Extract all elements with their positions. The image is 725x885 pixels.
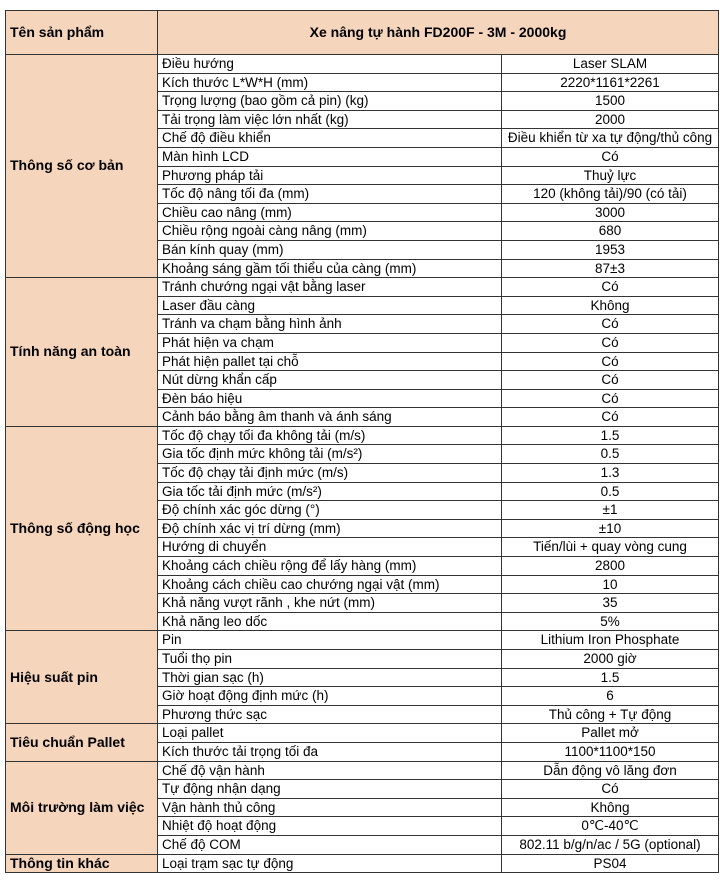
spec-value: 1100*1100*150: [502, 742, 719, 761]
spec-value: 1.5: [502, 426, 719, 445]
spec-value: 802.11 b/g/n/ac / 5G (optional): [502, 835, 719, 854]
spec-value: Thuỷ lực: [502, 166, 719, 185]
group-label: Thông số động học: [6, 426, 158, 631]
group-label: Tiêu chuẩn Pallet: [6, 724, 158, 761]
spec-parameter: Loại pallet: [158, 724, 502, 743]
spec-parameter: Chế độ COM: [158, 835, 502, 854]
spec-parameter: Tốc độ nâng tối đa (mm): [158, 185, 502, 204]
spec-parameter: Tránh chướng ngại vật bằng laser: [158, 278, 502, 297]
spec-parameter: Phát hiện va chạm: [158, 333, 502, 352]
spec-parameter: Chế độ vận hành: [158, 761, 502, 780]
spec-value: Có: [502, 147, 719, 166]
spec-value: 2000: [502, 110, 719, 129]
table-row: [6, 426, 719, 445]
spec-parameter: Kích thước tải trọng tối đa: [158, 742, 502, 761]
spec-value: Không: [502, 798, 719, 817]
spec-parameter: Nút dừng khẩn cấp: [158, 371, 502, 390]
spec-value: 1500: [502, 92, 719, 111]
spec-value: 6: [502, 687, 719, 706]
spec-value: 1953: [502, 240, 719, 259]
spec-table-body: [6, 11, 719, 873]
spec-value: Laser SLAM: [502, 55, 719, 74]
spec-parameter: Đèn báo hiệu: [158, 389, 502, 408]
spec-parameter: Loại trạm sạc tự động: [158, 854, 502, 873]
spec-value: Dẫn động vô lăng đơn: [502, 761, 719, 780]
spec-value: ±10: [502, 519, 719, 538]
spec-value: Có: [502, 352, 719, 371]
spec-parameter: Chiều cao nâng (mm): [158, 203, 502, 222]
group-label: Tính năng an toàn: [6, 278, 158, 427]
spec-value: 2800: [502, 557, 719, 576]
spec-value: Có: [502, 780, 719, 799]
product-name: Xe nâng tự hành FD200F - 3M - 2000kg: [158, 11, 719, 55]
spec-value: 0.5: [502, 482, 719, 501]
spec-parameter: Điều hướng: [158, 55, 502, 74]
spec-parameter: Chế độ điều khiển: [158, 129, 502, 148]
spec-value: PS04: [502, 854, 719, 873]
spec-value: 120 (không tải)/90 (có tải): [502, 185, 719, 204]
spec-value: Có: [502, 333, 719, 352]
spec-parameter: Phương thức sạc: [158, 705, 502, 724]
group-label: Môi trường làm việc: [6, 761, 158, 854]
table-row: [6, 854, 719, 873]
spec-value: 1.3: [502, 464, 719, 483]
group-label: Thông tin khác: [6, 854, 158, 873]
table-row: [6, 278, 719, 297]
spec-parameter: Tốc độ chạy tối đa không tải (m/s): [158, 426, 502, 445]
spec-value: Điều khiển từ xa tự động/thủ công: [502, 129, 719, 148]
spec-value: 2000 giờ: [502, 650, 719, 669]
spec-parameter: Vận hành thủ công: [158, 798, 502, 817]
spec-parameter: Tuổi thọ pin: [158, 650, 502, 669]
spec-value: 5%: [502, 612, 719, 631]
spec-value: 10: [502, 575, 719, 594]
spec-parameter: Khoảng cách chiều cao chướng ngại vật (mm): [158, 575, 502, 594]
spec-parameter: Hướng di chuyển: [158, 538, 502, 557]
spec-parameter: Kích thước L*W*H (mm): [158, 73, 502, 92]
spec-value: Có: [502, 278, 719, 297]
spec-parameter: Phát hiện pallet tại chỗ: [158, 352, 502, 371]
table-header-row: [6, 11, 719, 55]
spec-parameter: Tốc độ chạy tải định mức (m/s): [158, 464, 502, 483]
spec-parameter: Gia tốc tải định mức (m/s²): [158, 482, 502, 501]
product-name-label: Tên sản phẩm: [6, 11, 158, 55]
spec-parameter: Thời gian sạc (h): [158, 668, 502, 687]
spec-parameter: Pin: [158, 631, 502, 650]
spec-value: ±1: [502, 501, 719, 520]
spec-parameter: Tải trọng làm việc lớn nhất (kg): [158, 110, 502, 129]
spec-value: Thủ công + Tự động: [502, 705, 719, 724]
table-row: [6, 724, 719, 743]
spec-value: Tiến/lùi + quay vòng cung: [502, 538, 719, 557]
spec-parameter: Trọng lượng (bao gồm cả pin) (kg): [158, 92, 502, 111]
spec-value: 35: [502, 594, 719, 613]
spec-value: Pallet mở: [502, 724, 719, 743]
table-row: [6, 55, 719, 74]
spec-table: [5, 10, 719, 873]
spec-value: Không: [502, 296, 719, 315]
spec-value: Có: [502, 371, 719, 390]
spec-value: 1.5: [502, 668, 719, 687]
spec-parameter: Laser đầu càng: [158, 296, 502, 315]
spec-parameter: Cảnh báo bằng âm thanh và ánh sáng: [158, 408, 502, 427]
spec-parameter: Giờ hoạt động định mức (h): [158, 687, 502, 706]
spec-parameter: Tự động nhận dạng: [158, 780, 502, 799]
spec-parameter: Khoảng sáng gầm tối thiểu của càng (mm): [158, 259, 502, 278]
spec-parameter: Nhiệt độ hoạt động: [158, 817, 502, 836]
spec-parameter: Độ chính xác góc dừng (°): [158, 501, 502, 520]
spec-parameter: Màn hình LCD: [158, 147, 502, 166]
group-label: Thông số cơ bản: [6, 55, 158, 278]
spec-value: Có: [502, 408, 719, 427]
spec-value: 2220*1161*2261: [502, 73, 719, 92]
spec-value: 0℃-40℃: [502, 817, 719, 836]
spec-value: Có: [502, 389, 719, 408]
spec-parameter: Bán kính quay (mm): [158, 240, 502, 259]
table-row: [6, 631, 719, 650]
table-row: [6, 761, 719, 780]
spec-value: 3000: [502, 203, 719, 222]
spec-parameter: Khoảng cách chiều rộng để lấy hàng (mm): [158, 557, 502, 576]
spec-parameter: Độ chính xác vị trí dừng (mm): [158, 519, 502, 538]
spec-value: Có: [502, 315, 719, 334]
spec-parameter: Tránh va chạm bằng hình ảnh: [158, 315, 502, 334]
spec-value: Lithium Iron Phosphate: [502, 631, 719, 650]
spec-value: 680: [502, 222, 719, 241]
spec-value: 0.5: [502, 445, 719, 464]
spec-parameter: Gia tốc định mức không tải (m/s²): [158, 445, 502, 464]
spec-value: 87±3: [502, 259, 719, 278]
spec-parameter: Phương pháp tải: [158, 166, 502, 185]
spec-parameter: Khả năng vượt rãnh , khe nứt (mm): [158, 594, 502, 613]
spec-parameter: Chiều rộng ngoài càng nâng (mm): [158, 222, 502, 241]
group-label: Hiệu suất pin: [6, 631, 158, 724]
spec-parameter: Khả năng leo dốc: [158, 612, 502, 631]
